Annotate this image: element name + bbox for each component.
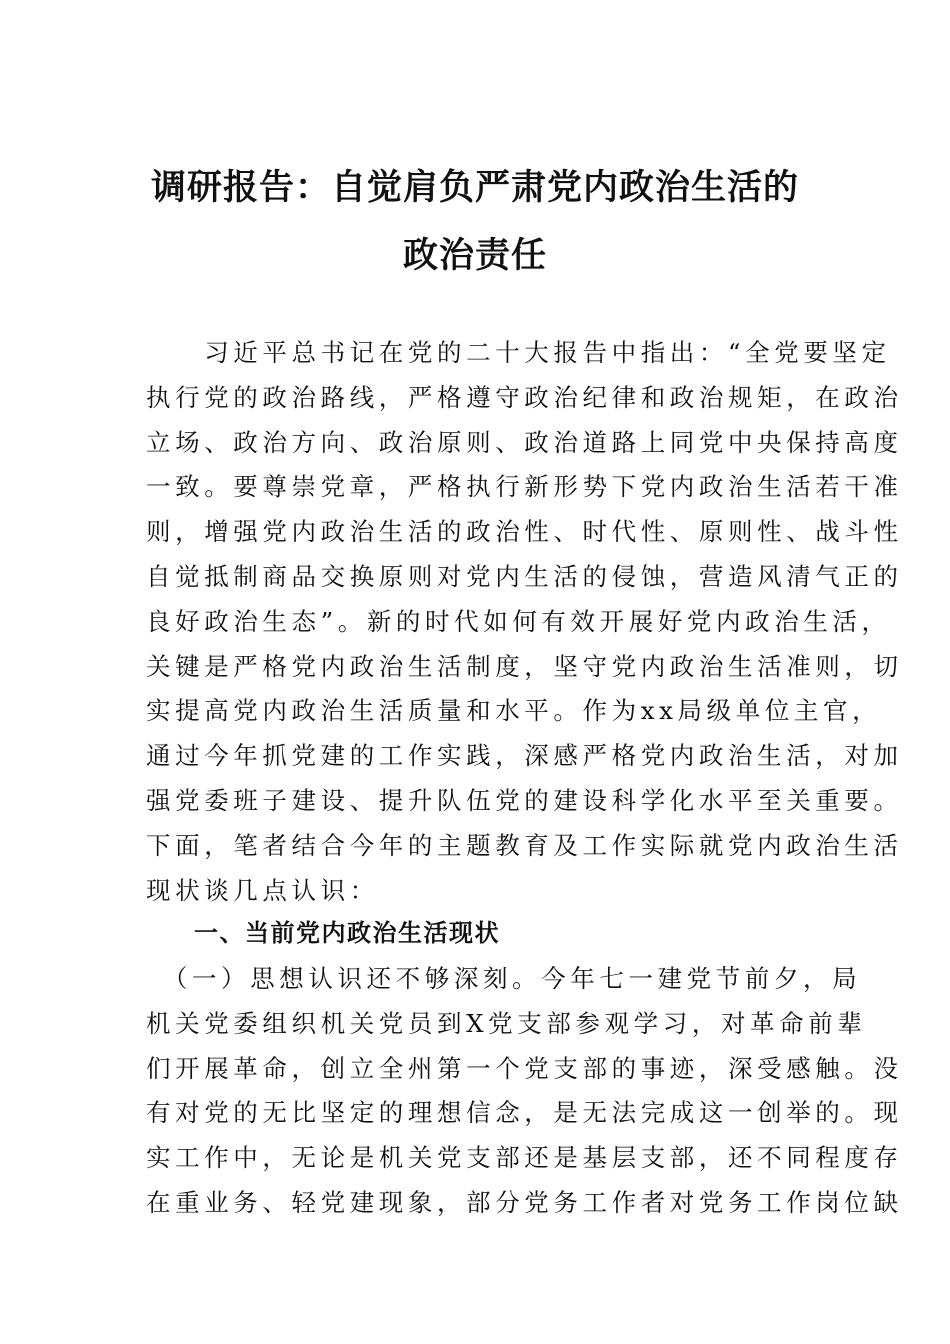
paragraph-line: 良好政治生态”。新的时代如何有效开展好党内政治生活， [146,606,891,636]
paragraph-line: 习近平总书记在党的二十大报告中指出：“全党要坚定 [146,338,891,367]
paragraph-line: 自觉抵制商品交换原则对党内生活的侵蚀，营造风清气正的 [146,561,903,591]
paragraph-line: 下面，笔者结合今年的主题教育及工作实际就党内政治生活 [146,830,903,860]
section-heading-1: 一、当前党内政治生活现状 [194,919,500,947]
paragraph-intro [146,331,903,913]
paragraph-line: （一）思想认识还不够深刻。今年七一建党节前夕，局 [146,964,862,993]
paragraph-line: 机关党委组织机关党员到X党支部参观学习，对革命前辈 [146,1008,867,1038]
paragraph-line: 通过今年抓党建的工作实践，深感严格党内政治生活，对加 [146,741,903,771]
paragraph-line: 则，增强党内政治生活的政治性、时代性、原则性、战斗性 [146,517,903,547]
paragraph-section-1 [146,957,903,1226]
paragraph-line: 们开展革命，创立全州第一个党支部的事迹，深受感触。没 [146,1053,903,1083]
document-title-line-1: 调研报告：自觉肩负严肃党内政治生活的 [150,168,799,208]
paragraph-line: 一致。要尊崇党章，严格执行新形势下党内政治生活若干准 [146,472,903,502]
paragraph-line: 实提高党内政治生活质量和水平。作为xx局级单位主官， [146,696,882,726]
paragraph-line: 强党委班子建设、提升队伍党的建设科学化水平至关重要。 [146,785,903,815]
paragraph-line: 现状谈几点认识： [146,875,379,905]
document-title-line-2: 政治责任 [402,236,547,276]
paragraph-line: 在重业务、轻党建现象，部分党务工作者对党务工作岗位缺 [146,1187,903,1217]
paragraph-line: 立场、政治方向、政治原则、政治道路上同党中央保持高度 [146,427,903,457]
paragraph-line: 执行党的政治路线，严格遵守政治纪律和政治规矩，在政治 [146,382,903,412]
paragraph-line: 关键是严格党内政治生活制度，坚守党内政治生活准则，切 [146,651,903,681]
paragraph-line: 实工作中，无论是机关党支部还是基层支部，还不同程度存 [146,1143,903,1173]
paragraph-line: 有对党的无比坚定的理想信念，是无法完成这一创举的。现 [146,1098,903,1128]
